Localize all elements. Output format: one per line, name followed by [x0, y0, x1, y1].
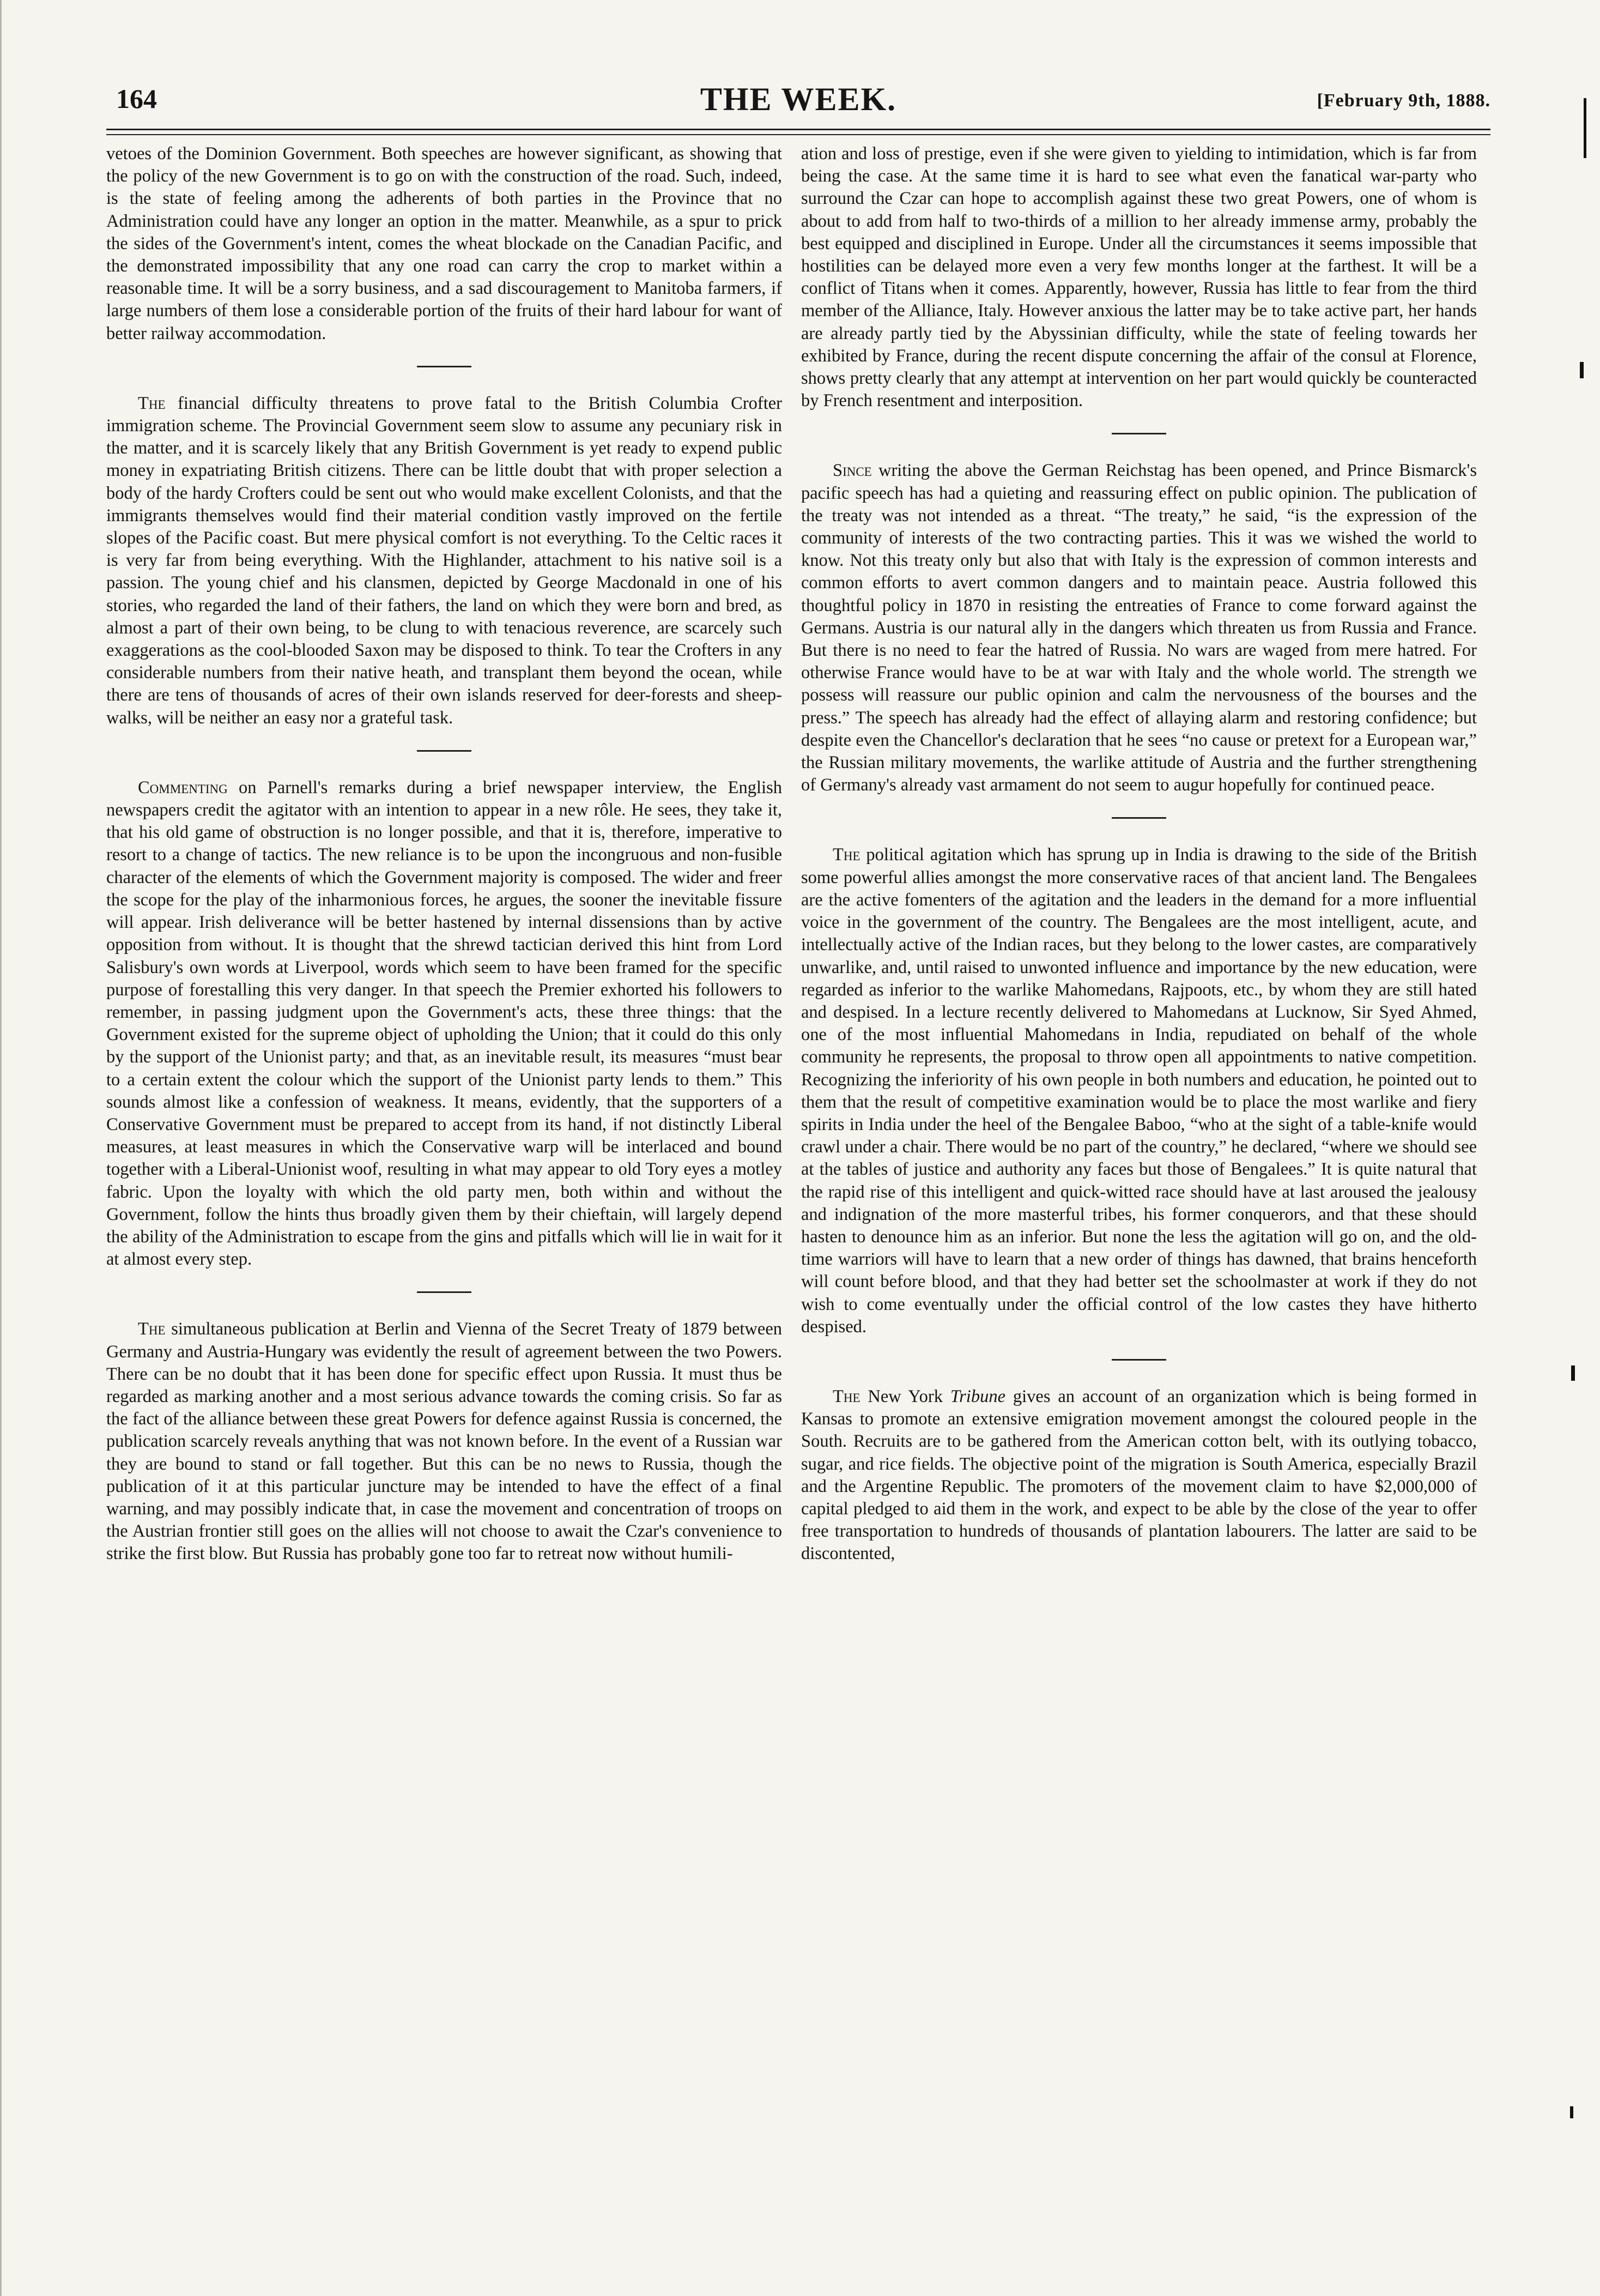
article-paragraph [801, 460, 1477, 796]
article-paragraph: vetoes of the Dominion Government. Both speeches are however significant, as showing that the policy of the new Government is to go on with the construction of the road. Such, indeed, is the state of feeling among the adherents of both parties in the Province that no Administration could have any longer an option in the matter. Meanwhile, as a spur to prick the sides of the Government's intent, comes the wheat blockade on the Canadian Pacific, and the demonstrated impossibility that any one road can carry the crop to market within a reasonable time. It will be a sorry business, and a sad discouragement to Manitoba farmers, if large numbers of them lose a considerable portion of the fruits of their hard labour for want of better railway accommodation. [106, 144, 782, 343]
paragraph-text: writing the above the German Reichstag has been opened, and Prince Bismarck's pacific speech has had a quieting and reassuring effect on public opinion. The publication of the treaty was not intended as a threat. “The treaty,” he said, “is the expression of the community of interests of the two contracting parties. This it was we wished the world to know. Not this treaty only but also that with Italy is the expression of common interests and common efforts to avert common dangers and to maintain peace. Austria followed this thoughtful policy in 1870 in resisting the entreaties of France to come forward against the Germans. Austria is our natural ally in the dangers which threaten us from Russia and France. But there is no need to fear the hatred of Russia. No wars are waged from mere hatred. For otherwise France would have to be at war with Italy and the whole world. The strength we possess will reassure our public opinion and calm the nervousness of the bourses and the press.” The speech has already had the effect of allaying alarm and restoring confidence; but despite even the Chancellor's declaration that he sees “no cause or pretext for a European war,” the Russian military movements, the warlike attitude of Austria and the further strengthening of Germany's already vast armament do not seem to augur hopefully for continued peace. [801, 461, 1477, 795]
scan-edge [0, 0, 2, 2296]
paragraph-text: gives an account of an organization which is being formed in Kansas to promote an extensive emigration movement amongst the coloured people in the South. Recruits are to be gathered from the American cotton belt, with its outlying tobacco, sugar, and rice fields. The objective point of the migration is South America, especially Brazil and the Argentine Republic. The promoters of the movement claim to have $2,000,000 of capital pledged to aid them in the work, and expect to be able by the close of the year to offer free transportation to hundreds of thousands of plantation labourers. The latter are said to be discontented, [801, 1386, 1477, 1564]
article-paragraph [106, 392, 782, 729]
right-column [801, 143, 1477, 1566]
header-rule-thin [106, 134, 1490, 135]
article-paragraph: ation and loss of prestige, even if she were given to yielding to intimidation, which is far from being the case. At the same time it is hard to see what even the fanatical war-party who surround the Czar can hope to accomplish against these two great Powers, one of whom is about to add from half to two-thirds of a million to her already immense army, probably the best equipped and disciplined in Europe. Under all the circumstances it seems impossible that hostilities can be delayed more even a very few months longer at the farthest. It will be a conflict of Titans when it comes. Apparently, however, Russia has little to fear from the third member of the Alliance, Italy. However anxious the latter may be to take active part, her hands are already partly tied by the Abyssinian difficulty, while the state of feeling towards her exhibited by France, during the recent dispute concerning the affair of the consul at Florence, shows pretty clearly that any attempt at intervention on her part would quickly be counteracted by French resentment and interposition. [801, 144, 1477, 411]
publication-name: Tribune [950, 1386, 1005, 1406]
lead-word: Commenting [138, 777, 228, 797]
margin-scan-mark [1580, 362, 1584, 378]
lead-word: The [833, 1386, 860, 1406]
margin-scan-mark [1584, 98, 1586, 158]
paragraph-text: New York [860, 1386, 950, 1406]
lead-word: The [138, 393, 166, 413]
article-paragraph [801, 844, 1477, 1338]
paragraph-text: simultaneous publication at Berlin and Vienna of the Secret Treaty of 1879 between Germany and Austria-Hungary was evidently the result of agreement between the two Powers. There can be no doubt that it has been done for specific effect upon Russia. It must thus be regarded as marking another and a most serious advance towards the coming crisis. So far as the fact of the alliance between these great Powers for defence against Russia is concerned, the publication scarcely reveals anything that was not known before. In the event of a Russian war they are bound to stand or fall together. But this can be no news to Russia, though the publication of it at this particular juncture may be intended to have the effect of a final warning, and may possibly indicate that, in case the movement and concentration of troops on the Austrian frontier still goes on the allies will not choose to await the Czar's convenience to strike the first blow. But Russia has probably gone too far to retreat now without humili- [106, 1319, 782, 1564]
lead-word: Since [833, 461, 872, 481]
section-divider [417, 366, 471, 367]
lead-word: The [138, 1319, 166, 1339]
section-divider [1112, 433, 1166, 434]
issue-date: [February 9th, 1888. [1317, 90, 1490, 111]
left-column [106, 143, 782, 1566]
section-divider [417, 750, 471, 752]
margin-scan-mark [1570, 2106, 1573, 2118]
page-number: 164 [116, 83, 157, 114]
page-header [106, 81, 1490, 124]
paragraph-text: on Parnell's remarks during a brief newspaper interview, the English newspapers credit the agitator with an intention to appear in a new rôle. He sees, they take it, that his old game of obstruction is no longer possible, and that it is, therefore, imperative to resort to a change of tactics. The new reliance is to be upon the incongruous and non-fusible character of the elements of which the Government majority is composed. The wider and freer the scope for the play of the inharmonious forces, he argues, the sooner the inevitable fissure will appear. Irish deliverance will be better hastened by internal dissensions than by active opposition from without. It is thought that the shrewd tactician derived this hint from Lord Salisbury's own words at Liverpool, words which seem to have been framed for the specific purpose of forestalling this very danger. In that speech the Premier exhorted his followers to remember, in passing judgment upon the Government's acts, these three things: that the Government existed for the supreme object of upholding the Union; that it could do this only by the support of the Unionist party; and that, as an inevitable result, its measures “must bear to a certain extent the colour which the support of the Unionist party lends to them.” This sounds almost like a confession of weakness. It means, evidently, that the supporters of a Conservative Government must be prepared to accept from its hand, if not distinctly Liberal measures, at least measures in which the Conservative warp will be interlaced and bound together with a Liberal-Unionist woof, resulting in what may appear to old Tory eyes a motley fabric. Upon the loyalty with which the old party men, both within and without the Government, follow the hints thus broadly given them by their chieftain, will largely depend the ability of the Administration to escape from the gins and pitfalls which will lie in wait for it at almost every step. [106, 777, 782, 1270]
section-divider [1112, 817, 1166, 819]
section-divider [417, 1291, 471, 1293]
article-paragraph [106, 1318, 782, 1565]
article-paragraph [106, 777, 782, 1271]
article-paragraph [801, 1386, 1477, 1566]
header-rule [106, 129, 1490, 130]
paragraph-text: financial difficulty threatens to prove fatal to the British Columbia Crofter immigration scheme. The Provincial Government seem slow to assume any pecuniary risk in the matter, and it is scarcely likely that any British Government is yet ready to expend public money in expatriating British citizens. There can be little doubt that with proper selection a body of the hardy Crofters could be sent out who would make excellent Colonists, and that the immigrants themselves would find their material condition vastly improved on the fertile slopes of the Pacific coast. But mere physical comfort is not everything. To the Celtic races it is very far from being everything. With the Highlander, attachment to his native soil is a passion. The young chief and his clansmen, depicted by George Macdonald in one of his stories, who regarded the land of their fathers, the land on which they were born and bred, as almost a part of their own being, to be clung to with tenacious reverence, are scarcely such exaggerations as the cool-blooded Saxon may be disposed to think. To tear the Crofters in any considerable numbers from their native heath, and transplant them beyond the ocean, while there are tens of thousands of acres of their own islands reserved for deer-forests and sheep-walks, will be neither an easy nor a grateful task. [106, 393, 782, 728]
masthead-title: THE WEEK. [700, 81, 897, 117]
lead-word: The [833, 845, 860, 865]
section-divider [1112, 1359, 1166, 1361]
margin-scan-mark [1571, 1365, 1575, 1381]
paragraph-text: political agitation which has sprung up in India is drawing to the side of the British some powerful allies amongst the more conservative races of that ancient land. The Bengalees are the active fomenters of the agitation and the leaders in the demand for a more influential voice in the government of the country. The Bengalees are the most intelligent, acute, and intellectually active of the Indian races, but they belong to the lower castes, are comparatively unwarlike, and, until raised to unwonted influence and importance by the new education, were regarded as inferior to the warlike Mahomedans, Rajpoots, etc., by whom they are still hated and despised. In a lecture recently delivered to Mahomedans at Lucknow, Sir Syed Ahmed, one of the most influential Mahomedans in India, repudiated on behalf of the whole community he represents, the proposal to throw open all appointments to native competition. Recognizing the inferiority of his own people in both numbers and education, he pointed out to them that the result of competitive examination would be to place the most warlike and fiery spirits in India under the heel of the Bengalee Baboo, “who at the sight of a table-knife would crawl under a chair. There would be no part of the country,” he declared, “where we should see at the tables of justice and authority any faces but those of Bengalees.” It is quite natural that the rapid rise of this intelligent and quick-witted race should have at last aroused the jealousy and indignation of the more masterful tribes, his former conquerors, and that these should hasten to denounce him as an inferior. But none the less the agitation will go on, and the old-time warriors will have to learn that a new order of things has dawned, that brains henceforth will count before blood, and that they had better set the schoolmaster at work if they do not wish to come eventually under the official control of the low castes they have hitherto despised. [801, 845, 1477, 1337]
